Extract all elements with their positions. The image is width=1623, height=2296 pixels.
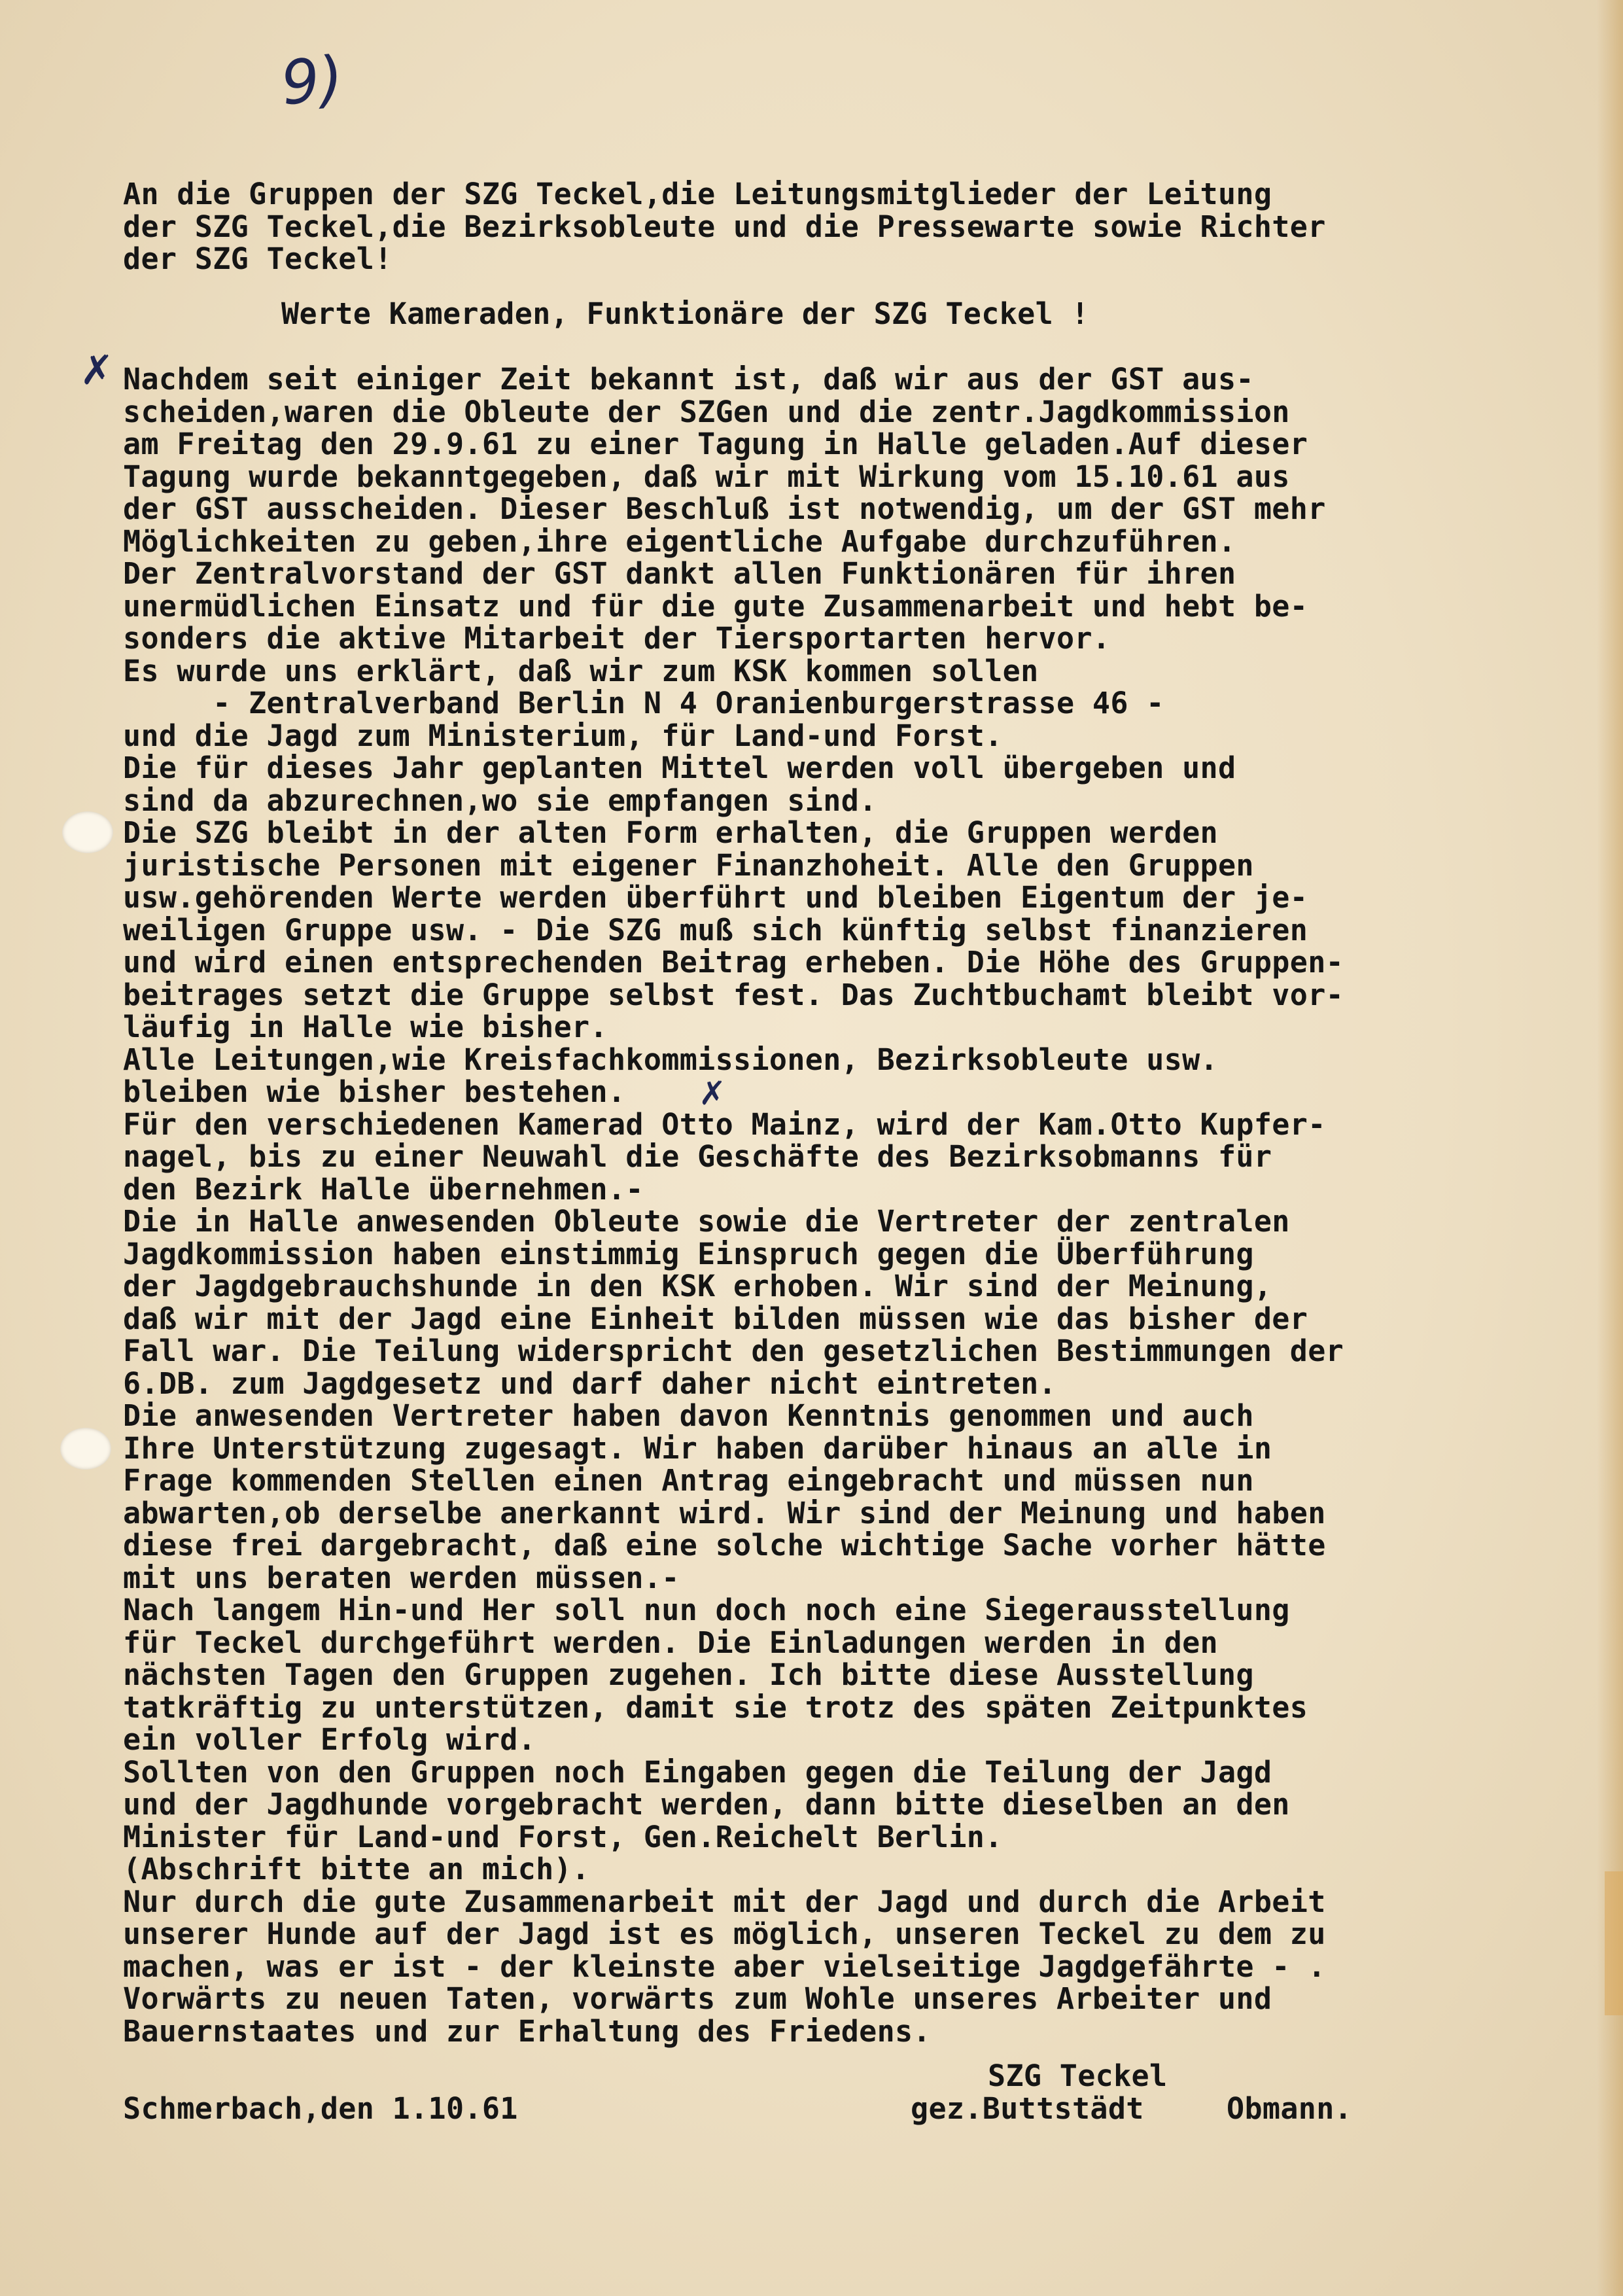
signature-name (911, 2093, 1144, 2125)
body-line: 6.DB. zum Jagdgesetz und darf daher nicht eintreten. (123, 1366, 1056, 1401)
body-line: Nach langem Hin-und Her soll nun doch noch eine Siegerausstellung (123, 1593, 1290, 1627)
body-line: unermüdlichen Einsatz und für die gute Zusammenarbeit und hebt be- (123, 588, 1308, 624)
paper-edge-stain (1605, 1871, 1623, 2015)
punch-hole-top (62, 811, 113, 853)
body-line: Sollten von den Gruppen noch Eingaben gegen die Teilung der Jagd (123, 1754, 1272, 1790)
salutation (281, 298, 1089, 330)
address-block (123, 178, 1326, 275)
handwritten-page-number: 9) (277, 43, 347, 119)
body-line: Nachdem seit einiger Zeit bekannt ist, daß wir aus der GST aus- (123, 362, 1254, 397)
body-line: läufig in Halle wie bisher. (123, 1010, 608, 1044)
signature-org-text: SZG Teckel (988, 2058, 1168, 2093)
body-line: der GST ausscheiden. Dieser Beschluß ist notwendig, um der GST mehr (123, 491, 1326, 526)
body-line: daß wir mit der Jagd eine Einheit bilden müssen wie das bisher der (123, 1301, 1308, 1336)
punch-hole-bottom (60, 1428, 111, 1470)
body-line: sind da abzurechnen,wo sie empfangen sind. (123, 783, 877, 818)
body-line: ein voller Erfolg wird. (123, 1722, 536, 1757)
body-line: unserer Hunde auf der Jagd ist es möglich, unseren Teckel zu dem zu (123, 1916, 1326, 1951)
body-line: machen, was er ist - der kleinste aber vielseitige Jagdgefährte - . (123, 1949, 1326, 1984)
body-line: Bauernstaates und zur Erhaltung des Friedens. (123, 2013, 931, 2049)
body-line: Ihre Unterstützung zugesagt. Wir haben darüber hinaus an alle in (123, 1430, 1272, 1466)
body-line: mit uns beraten werden müssen.- (123, 1560, 680, 1595)
body-line: den Bezirk Halle übernehmen.- (123, 1171, 644, 1207)
body-line: und die Jagd zum Ministerium, für Land-und Forst. (123, 718, 1003, 753)
body-line: Tagung wurde bekanntgegeben, daß wir mit Wirkung vom 15.10.61 aus (123, 459, 1290, 494)
body-line: juristische Personen mit eigener Finanzhoheit. Alle den Gruppen (123, 847, 1254, 883)
body-line: Vorwärts zu neuen Taten, vorwärts zum Wohle unseres Arbeiter und (123, 1981, 1272, 2016)
body-line: Minister für Land-und Forst, Gen.Reichelt Berlin. (123, 1819, 1003, 1854)
handwritten-x-mark: ✗ (699, 1074, 726, 1112)
body-line: Die für dieses Jahr geplanten Mittel werden voll übergeben und (123, 751, 1236, 785)
body-line: Die SZG bleibt in der alten Form erhalten, die Gruppen werden (123, 815, 1218, 850)
body-line: Alle Leitungen,wie Kreisfachkommissionen, Bezirksobleute usw. (123, 1042, 1218, 1077)
place-date (123, 2093, 518, 2125)
body-line: Für den verschiedenen Kamerad Otto Mainz, wird der Kam.Otto Kupfer- (123, 1106, 1326, 1142)
signature-role-text: Obmann. (1227, 2091, 1353, 2126)
body-line: (Abschrift bitte an mich). (123, 1852, 590, 1886)
body-line: am Freitag den 29.9.61 zu einer Tagung in Halle geladen.Auf dieser (123, 427, 1308, 461)
body-line: Jagdkommission haben einstimmig Einspruch gegen die Überführung (123, 1236, 1254, 1271)
body-line: - Zentralverband Berlin N 4 Oranienburgerstrasse 46 - (123, 686, 1164, 720)
body-line: diese frei dargebracht, daß eine solche wichtige Sache vorher hätte (123, 1528, 1326, 1563)
body-line: beitrages setzt die Gruppe selbst fest. Das Zuchtbuchamt bleibt vor- (123, 977, 1344, 1012)
body-line: abwarten,ob derselbe anerkannt wird. Wir sind der Meinung und haben (123, 1495, 1326, 1530)
handwritten-x-mark: ✗ (80, 346, 114, 394)
body-line: weiligen Gruppe usw. - Die SZG muß sich künftig selbst finanzieren (123, 912, 1308, 947)
letter-body (123, 363, 1344, 2047)
body-line: tatkräftig zu unterstützen, damit sie trotz des späten Zeitpunktes (123, 1689, 1308, 1725)
body-line: nächsten Tagen den Gruppen zugehen. Ich bitte diese Ausstellung (123, 1657, 1254, 1692)
body-line: Die in Halle anwesenden Obleute sowie die Vertreter der zentralen (123, 1204, 1290, 1239)
body-line: und der Jagdhunde vorgebracht werden, dann bitte dieselben an den (123, 1787, 1290, 1822)
body-line: Frage kommenden Stellen einen Antrag eingebracht und müssen nun (123, 1463, 1254, 1498)
body-line: Nur durch die gute Zusammenarbeit mit der Jagd und durch die Arbeit (123, 1884, 1326, 1919)
body-line: usw.gehörenden Werte werden überführt und bleiben Eigentum der je- (123, 880, 1308, 915)
body-line: und wird einen entsprechenden Beitrag erheben. Die Höhe des Gruppen- (123, 945, 1344, 980)
address-line: der SZG Teckel,die Bezirksobleute und die Pressewarte sowie Richter (123, 209, 1326, 244)
body-line: Fall war. Die Teilung widerspricht den gesetzlichen Bestimmungen der (123, 1333, 1344, 1368)
signature-name-text: gez.Buttstädt (911, 2091, 1144, 2126)
body-line: sonders die aktive Mitarbeit der Tiersportarten hervor. (123, 621, 1111, 656)
body-line: Der Zentralvorstand der GST dankt allen Funktionären für ihren (123, 556, 1236, 591)
salutation-text: Werte Kameraden, Funktionäre der SZG Teckel ! (281, 296, 1089, 331)
address-line: An die Gruppen der SZG Teckel,die Leitungsmitglieder der Leitung (123, 177, 1272, 211)
place-date-text: Schmerbach,den 1.10.61 (123, 2091, 518, 2126)
body-line: für Teckel durchgeführt werden. Die Einladungen werden in den (123, 1625, 1218, 1660)
body-line: Die anwesenden Vertreter haben davon Kenntnis genommen und auch (123, 1398, 1254, 1433)
body-line: bleiben wie bisher bestehen. (123, 1074, 626, 1109)
body-line: scheiden,waren die Obleute der SZGen und die zentr.Jagdkommission (123, 394, 1290, 429)
body-line: der Jagdgebrauchshunde in den KSK erhoben. Wir sind der Meinung, (123, 1269, 1272, 1303)
signature-organization (988, 2060, 1167, 2093)
body-line: nagel, bis zu einer Neuwahl die Geschäfte des Bezirksobmanns für (123, 1139, 1272, 1174)
body-line: Es wurde uns erklärt, daß wir zum KSK kommen sollen (123, 653, 1039, 688)
address-line: der SZG Teckel! (123, 241, 393, 276)
signature-role (1227, 2093, 1352, 2125)
body-line: Möglichkeiten zu geben,ihre eigentliche Aufgabe durchzuführen. (123, 523, 1236, 559)
